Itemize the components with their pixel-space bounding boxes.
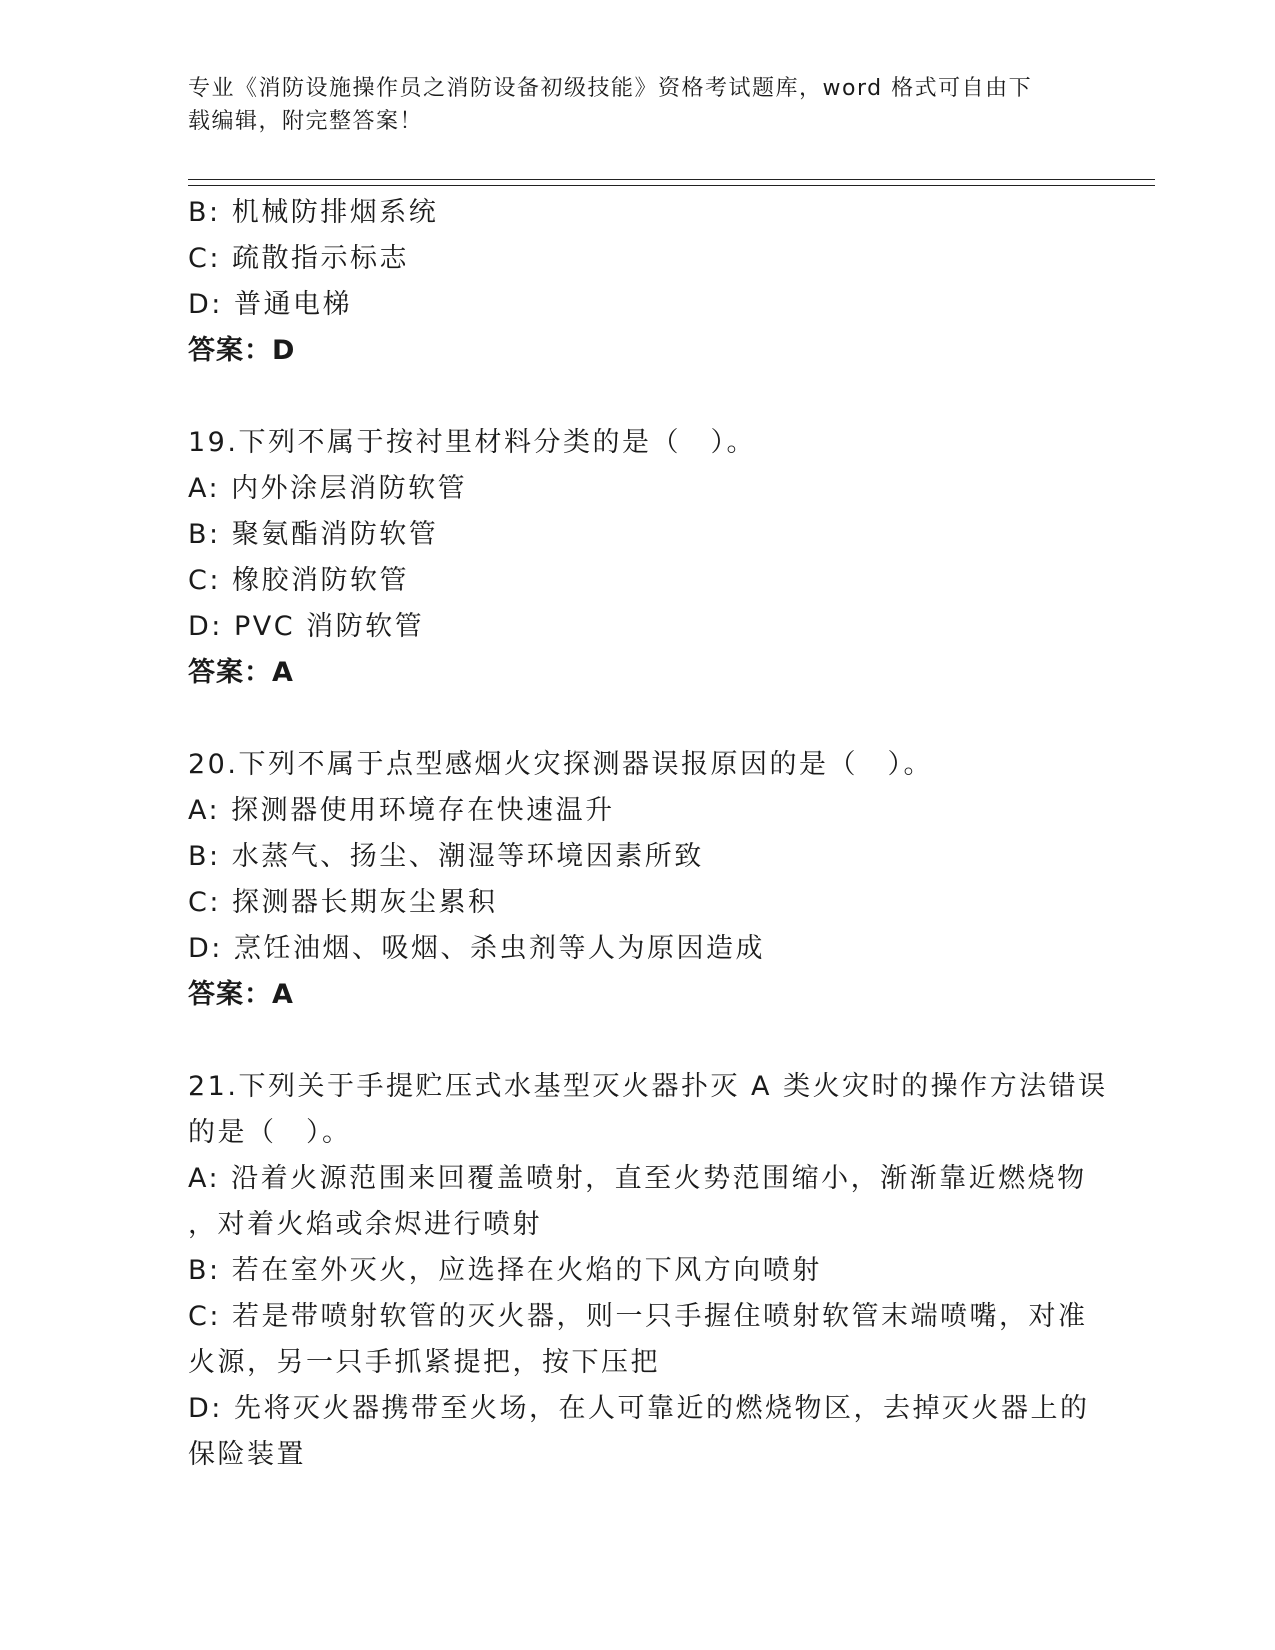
option-d-line-1: D: 先将灭火器携带至火场，在人可靠近的燃烧物区，去掉灭火器上的: [188, 1393, 1090, 1424]
option-b: B: 聚氨酯消防软管: [188, 519, 439, 550]
question-content: [188, 190, 1108, 1478]
question-stem: 19.下列不属于按衬里材料分类的是（ ）。: [188, 427, 756, 458]
option-d-line-2: 保险装置: [188, 1439, 306, 1470]
option-d: D: 普通电梯: [188, 289, 352, 320]
option-b: B: 水蒸气、扬尘、潮湿等环境因素所致: [188, 841, 704, 872]
option-d: D: PVC 消防软管: [188, 611, 425, 642]
option-c: C: 探测器长期灰尘累积: [188, 887, 498, 918]
option-b: B: 若在室外灭火，应选择在火焰的下风方向喷射: [188, 1255, 822, 1286]
question-stem: 20.下列不属于点型感烟火灾探测器误报原因的是（ ）。: [188, 749, 933, 780]
option-a-line-2: ，对着火焰或余烬进行喷射: [188, 1209, 542, 1240]
option-a-line-1: A: 沿着火源范围来回覆盖喷射，直至火势范围缩小，渐渐靠近燃烧物: [188, 1163, 1087, 1194]
previous-question-options: [188, 190, 1078, 374]
answer: 答案：A: [188, 979, 294, 1010]
question-stem-line-2: 的是（ ）。: [188, 1117, 352, 1148]
option-c-line-1: C: 若是带喷射软管的灭火器，则一只手握住喷射软管末端喷嘴，对准: [188, 1301, 1088, 1332]
header-divider-top: [188, 179, 1155, 180]
option-b: B: 机械防排烟系统: [188, 197, 439, 228]
option-a: A: 探测器使用环境存在快速温升: [188, 795, 615, 826]
header-line-1: 专业《消防设施操作员之消防设备初级技能》资格考试题库，word 格式可自由下: [188, 76, 1033, 101]
answer: 答案：A: [188, 657, 294, 688]
header-line-2: 载编辑，附完整答案！: [188, 109, 424, 134]
option-c: C: 疏散指示标志: [188, 243, 410, 274]
option-c-line-2: 火源，另一只手抓紧提把，按下压把: [188, 1347, 660, 1378]
question-stem-line-1: 21.下列关于手提贮压式水基型灭火器扑灭 A 类火灾时的操作方法错误: [188, 1071, 1108, 1102]
answer: 答案：D: [188, 335, 296, 366]
question-20: [188, 742, 1078, 1018]
option-c: C: 橡胶消防软管: [188, 565, 410, 596]
option-a: A: 内外涂层消防软管: [188, 473, 468, 504]
header-divider-bottom: [188, 185, 1155, 186]
document-header: [188, 72, 1068, 138]
option-d: D: 烹饪油烟、吸烟、杀虫剂等人为原因造成: [188, 933, 765, 964]
question-21: [188, 1064, 1108, 1478]
question-19: [188, 420, 1078, 696]
